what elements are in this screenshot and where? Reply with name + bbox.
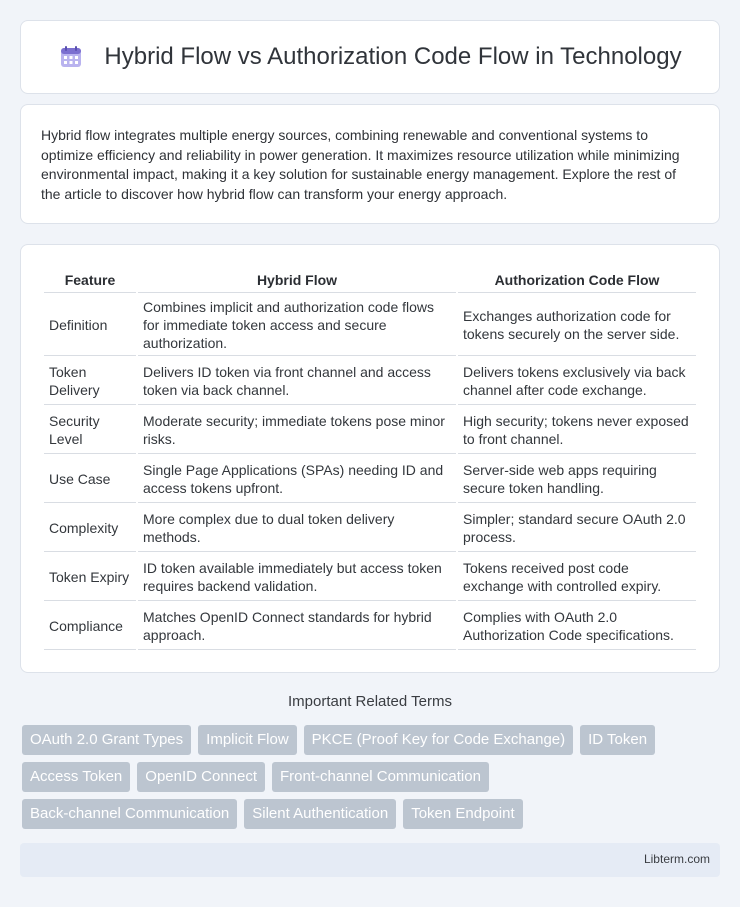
tag-row (22, 762, 722, 792)
tag-row (22, 725, 722, 755)
table-cell-authcode: Exchanges authorization code for tokens securely on the server side. (458, 295, 696, 356)
table-cell-hybrid: ID token available immediately but access token requires backend validation. (138, 554, 456, 601)
table-cell-feature: Token Delivery (44, 358, 136, 405)
table-cell-feature: Security Level (44, 407, 136, 454)
tag-oauth-grant-types[interactable]: OAuth 2.0 Grant Types (22, 725, 191, 755)
page-title: Hybrid Flow vs Authorization Code Flow in Technology (104, 43, 682, 70)
table-row (44, 603, 696, 650)
column-header-authorization-code-flow: Authorization Code Flow (458, 267, 696, 293)
table-cell-feature: Token Expiry (44, 554, 136, 601)
related-terms-heading: Important Related Terms (288, 693, 452, 710)
footer (20, 843, 720, 877)
tag-access-token[interactable]: Access Token (22, 762, 130, 792)
table-row (44, 358, 696, 405)
table-row (44, 505, 696, 552)
calendar-grid-icon (58, 44, 84, 70)
table-cell-authcode: Complies with OAuth 2.0 Authorization Code specifications. (458, 603, 696, 650)
related-terms-list (22, 725, 722, 836)
table-cell-authcode: High security; tokens never exposed to front channel. (458, 407, 696, 454)
tag-id-token[interactable]: ID Token (580, 725, 655, 755)
tag-openid-connect[interactable]: OpenID Connect (137, 762, 265, 792)
table-cell-hybrid: Combines implicit and authorization code flows for immediate token access and secure authorization. (138, 295, 456, 356)
table-cell-hybrid: Delivers ID token via front channel and access token via back channel. (138, 358, 456, 405)
table-cell-authcode: Tokens received post code exchange with controlled expiry. (458, 554, 696, 601)
column-header-feature: Feature (44, 267, 136, 293)
table-row (44, 295, 696, 356)
tag-silent-authentication[interactable]: Silent Authentication (244, 799, 396, 829)
tag-pkce[interactable]: PKCE (Proof Key for Code Exchange) (304, 725, 573, 755)
tag-row (22, 799, 722, 829)
table-cell-feature: Compliance (44, 603, 136, 650)
table-cell-feature: Definition (44, 295, 136, 356)
table-header-row (44, 267, 696, 293)
tag-front-channel-communication[interactable]: Front-channel Communication (272, 762, 489, 792)
table-row (44, 407, 696, 454)
table-cell-hybrid: Matches OpenID Connect standards for hybrid approach. (138, 603, 456, 650)
table-cell-authcode: Delivers tokens exclusively via back channel after code exchange. (458, 358, 696, 405)
intro-paragraph: Hybrid flow integrates multiple energy sources, combining renewable and conventional systems to optimize efficiency and reliability in power generation. It maximizes resource utilization while minimizing environmental impact, making it a key solution for sustainable energy management. Explore the rest of the article to discover how hybrid flow can transform your energy approach. (41, 127, 680, 202)
table-cell-hybrid: Moderate security; immediate tokens pose minor risks. (138, 407, 456, 454)
table-cell-feature: Complexity (44, 505, 136, 552)
table-cell-authcode: Server-side web apps requiring secure token handling. (458, 456, 696, 503)
table-row (44, 554, 696, 601)
table-row (44, 456, 696, 503)
tag-token-endpoint[interactable]: Token Endpoint (403, 799, 522, 829)
title-card (20, 20, 720, 94)
table-cell-hybrid: More complex due to dual token delivery methods. (138, 505, 456, 552)
tag-implicit-flow[interactable]: Implicit Flow (198, 725, 297, 755)
comparison-card (20, 244, 720, 673)
intro-card (20, 104, 720, 224)
comparison-table (42, 265, 698, 652)
table-cell-hybrid: Single Page Applications (SPAs) needing ID and access tokens upfront. (138, 456, 456, 503)
table-cell-authcode: Simpler; standard secure OAuth 2.0 process. (458, 505, 696, 552)
table-cell-feature: Use Case (44, 456, 136, 503)
footer-site-link[interactable]: Libterm.com (643, 852, 710, 866)
tag-back-channel-communication[interactable]: Back-channel Communication (22, 799, 237, 829)
column-header-hybrid-flow: Hybrid Flow (138, 267, 456, 293)
